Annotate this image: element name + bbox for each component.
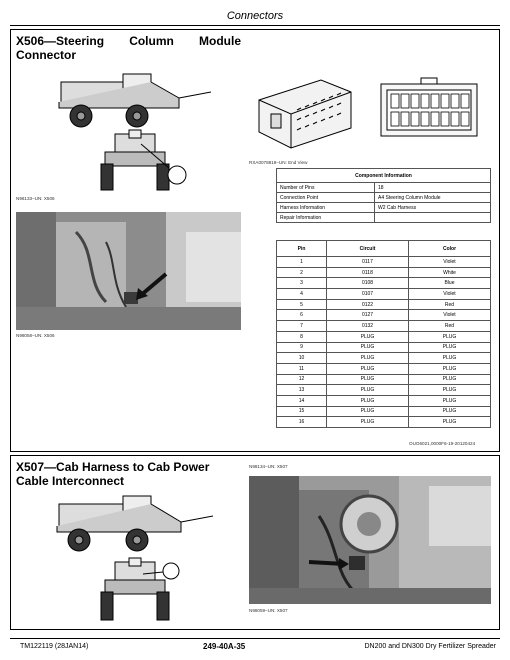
circuit-cell: PLUG — [327, 406, 409, 417]
table-row — [277, 331, 491, 342]
circuit-cell: PLUG — [327, 417, 409, 428]
circuit-cell: 0122 — [327, 299, 409, 310]
table-row — [277, 257, 491, 268]
table-row — [277, 310, 491, 321]
color-cell: White — [409, 267, 491, 278]
page-header-title: Connectors — [226, 10, 284, 22]
circuit-cell: 0108 — [327, 278, 409, 289]
pin-cell: 10 — [277, 353, 327, 364]
color-cell: PLUG — [409, 417, 491, 428]
pin-table-body — [277, 257, 491, 428]
component-info-table — [276, 168, 491, 223]
table-row — [277, 183, 491, 193]
pin-cell: 9 — [277, 342, 327, 353]
footer-doc-id: TM122119 (28JAN14) — [20, 643, 89, 650]
pin-cell: 2 — [277, 267, 327, 278]
vehicle-caption: N96133–UN: X506 — [16, 196, 55, 201]
circuit-cell: PLUG — [327, 353, 409, 364]
connector-caption: RXA0078819–UN: End View — [249, 160, 308, 165]
reference-code: OUO6021,0000F6-19-20120424 — [409, 441, 476, 446]
table-row — [277, 342, 491, 353]
section-x507 — [10, 455, 500, 630]
header-divider — [10, 25, 500, 26]
table-row — [277, 395, 491, 406]
circuit-cell: PLUG — [327, 363, 409, 374]
section-x506-title — [16, 34, 241, 62]
x507-location-photo — [249, 476, 491, 604]
table-row — [277, 406, 491, 417]
color-cell: PLUG — [409, 406, 491, 417]
photo-caption: N98058–UN: X506 — [16, 333, 55, 338]
section-x506 — [10, 29, 500, 452]
circuit-cell: 0132 — [327, 321, 409, 332]
pin-cell: 4 — [277, 289, 327, 300]
table-row — [277, 203, 491, 213]
pin-cell: 7 — [277, 321, 327, 332]
circuit-cell: 0118 — [327, 267, 409, 278]
table-row — [277, 353, 491, 364]
footer-page-number: 249-40A-35 — [203, 642, 246, 651]
table-row — [277, 278, 491, 289]
circuit-cell: PLUG — [327, 374, 409, 385]
table-row — [277, 363, 491, 374]
pin-table — [276, 240, 491, 428]
table-row — [277, 321, 491, 332]
pin-cell: 6 — [277, 310, 327, 321]
x507-caption-bottom: N98059–UN: X507 — [249, 608, 288, 613]
circuit-cell: PLUG — [327, 342, 409, 353]
color-column-header: Color — [409, 241, 491, 257]
info-value: 18 — [375, 183, 491, 193]
circuit-cell: PLUG — [327, 385, 409, 396]
info-label: Harness Information — [277, 203, 375, 213]
color-cell: Blue — [409, 278, 491, 289]
footer-manual-title: DN200 and DN300 Dry Fertilizer Spreader — [364, 643, 496, 650]
color-cell: PLUG — [409, 342, 491, 353]
section-x507-title: X507—Cab Harness to Cab Power Cable Interconnect — [16, 460, 210, 488]
info-value: A4 Steering Column Module — [375, 193, 491, 203]
footer-divider — [10, 638, 500, 639]
table-row — [277, 385, 491, 396]
circuit-column-header: Circuit — [327, 241, 409, 257]
circuit-cell: PLUG — [327, 331, 409, 342]
title-word-3: Module — [199, 34, 241, 48]
pin-cell: 15 — [277, 406, 327, 417]
pin-cell: 8 — [277, 331, 327, 342]
connector-end-view-drawing — [251, 70, 491, 152]
component-info-heading: Component Information — [277, 169, 491, 183]
color-cell: PLUG — [409, 374, 491, 385]
circuit-cell: 0127 — [327, 310, 409, 321]
vehicle-location-drawing — [29, 68, 219, 193]
info-label: Number of Pins — [277, 183, 375, 193]
pin-column-header: Pin — [277, 241, 327, 257]
vehicle-location-drawing-x507 — [29, 492, 219, 624]
color-cell: PLUG — [409, 353, 491, 364]
title-word-1: X506—Steering — [16, 34, 105, 48]
table-row — [277, 213, 491, 223]
pin-cell: 14 — [277, 395, 327, 406]
circuit-cell: 0117 — [327, 257, 409, 268]
table-row — [277, 417, 491, 428]
info-label: Connection Point — [277, 193, 375, 203]
circuit-cell: 0107 — [327, 289, 409, 300]
pin-cell: 11 — [277, 363, 327, 374]
table-row — [277, 299, 491, 310]
info-label: Repair Information — [277, 213, 375, 223]
color-cell: Violet — [409, 257, 491, 268]
x507-caption-top: N98134–UN: X507 — [249, 464, 288, 469]
title-line-2: Connector — [16, 48, 76, 62]
pin-cell: 3 — [277, 278, 327, 289]
color-cell: Violet — [409, 310, 491, 321]
pin-cell: 1 — [277, 257, 327, 268]
title-word-2: Column — [129, 34, 174, 48]
connector-location-photo — [16, 212, 241, 330]
info-value — [375, 213, 491, 223]
table-row — [277, 289, 491, 300]
table-row — [277, 193, 491, 203]
pin-cell: 12 — [277, 374, 327, 385]
pin-cell: 5 — [277, 299, 327, 310]
pin-cell: 16 — [277, 417, 327, 428]
color-cell: PLUG — [409, 385, 491, 396]
color-cell: PLUG — [409, 395, 491, 406]
table-row — [277, 374, 491, 385]
table-row — [277, 267, 491, 278]
pin-cell: 13 — [277, 385, 327, 396]
info-value: W2 Cab Harness — [375, 203, 491, 213]
color-cell: PLUG — [409, 331, 491, 342]
circuit-cell: PLUG — [327, 395, 409, 406]
color-cell: Violet — [409, 289, 491, 300]
color-cell: Red — [409, 299, 491, 310]
color-cell: PLUG — [409, 363, 491, 374]
color-cell: Red — [409, 321, 491, 332]
